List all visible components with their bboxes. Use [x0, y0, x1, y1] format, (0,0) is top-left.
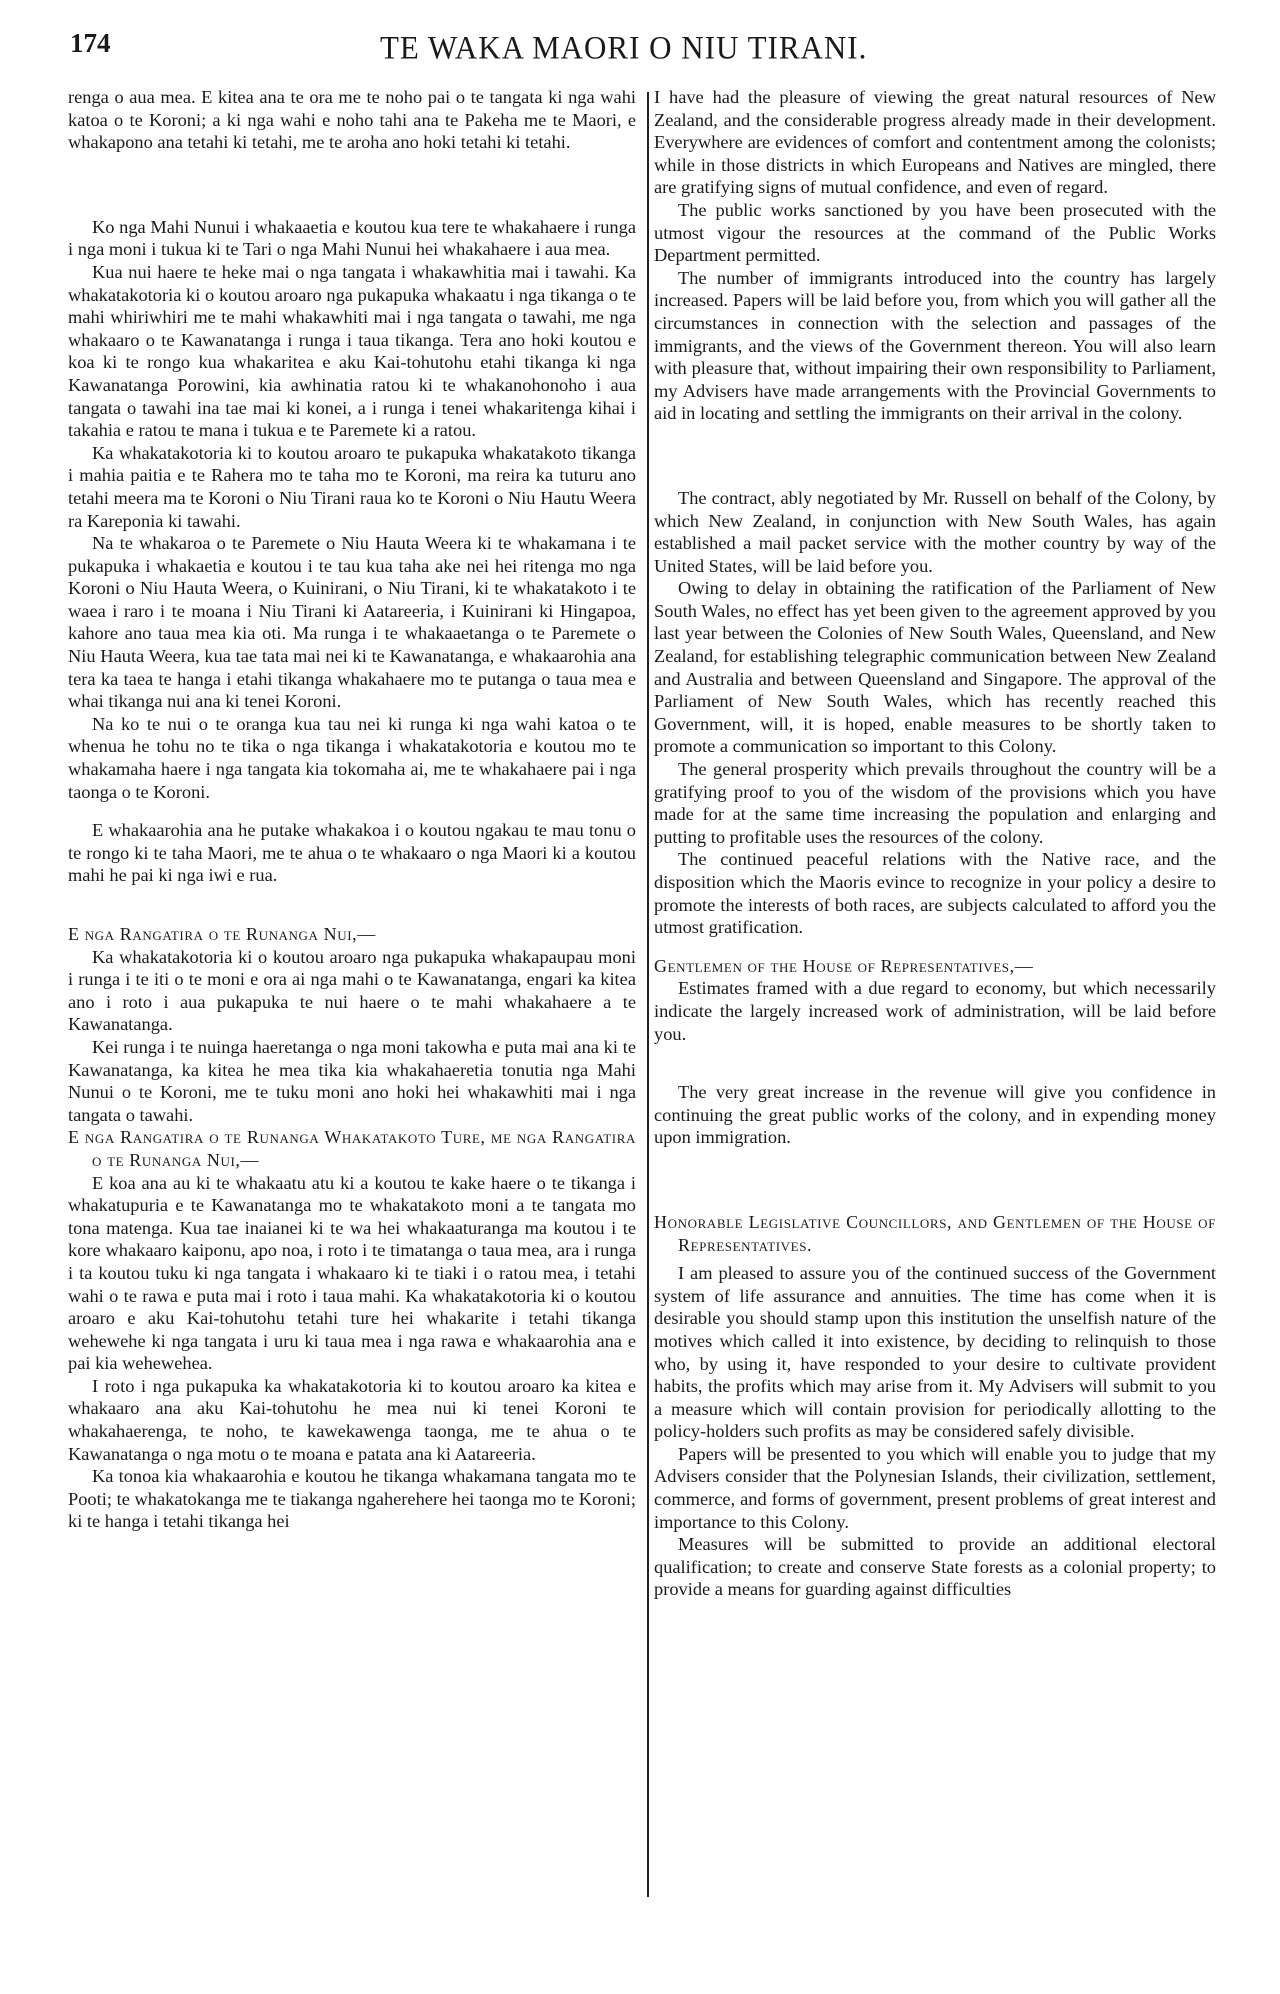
- right-column-english: [654, 86, 1216, 1601]
- paragraph: Ka tonoa kia whakaarohia e koutou he tikanga whakamana tangata mo te Pooti; te whakatokanga me te tiakanga ngaherehere hei taonga mo te Koroni; ki te hanga i tetahi tikanga hei: [68, 1466, 636, 1532]
- paragraph: I am pleased to assure you of the continued success of the Government system of life assurance and annuities. The time has come when it is desirable you should stamp upon this institution the unselfish nature of the motives which called it into existence, by deciding to relinquish to those who, by using it, have responded to your desire to cultivate provident habits, the profits which may arise from it. My Advisers will submit to you a measure which will contain provision for periodically allotting to the policy-holders such profits as may be considered safely divisible.: [654, 1263, 1216, 1442]
- paragraph: renga o aua mea. E kitea ana te ora me te noho pai o te tangata ki nga wahi katoa o te Koroni; a ki nga wahi e noho tahi ana te Pakeha me te Maori, e whakapono ana tetahi ki tetahi, me te aroha ano hoki tetahi ki tetahi.: [68, 87, 636, 153]
- paragraph: The very great increase in the revenue will give you confidence in continuing the great public works of the colony, and in expending money upon immigration.: [654, 1082, 1216, 1148]
- paragraph: Measures will be submitted to provide an additional electoral qualification; to create and conserve State forests as a colonial property; to provide a means for guarding against difficulties: [654, 1534, 1216, 1600]
- section-heading: Gentlemen of the House of Representatives,—: [654, 955, 1034, 976]
- paragraph: The continued peaceful relations with the Native race, and the disposition which the Maoris evince to recognize in your policy a desire to promote the interests of both races, are subjects calculated to afford you the utmost gratification.: [654, 849, 1216, 938]
- section-heading: E nga Rangatira o te Runanga Nui,—: [68, 924, 376, 944]
- paragraph: Ka whakatakotoria ki o koutou aroaro nga pukapuka whakapaupau moni i runga i te iti o te moni e ora ai nga mahi o te Kawanatanga, engari ka kitea ano i roto i aua pukapuka te nui haere o te mahi whakahaere a te Kawanatanga.: [68, 946, 636, 1035]
- section-heading: E nga Rangatira o te Runanga Whakatakoto Ture, me nga Rangatira o te Runanga Nui,—: [68, 1127, 636, 1170]
- paragraph: Na te whakaroa o te Paremete o Niu Hauta Weera ki te whakamana i te pukapuka i whakaetia e koutou i te tau kua taha ake nei hei ritenga mo nga Koroni o Niu Hauta Weera, o Kuinirani, o Niu Tirani, ki te whakatakoto i te waea i raro i te moana i Niu Tirani ki Aatareeria, i Kuinirani ki Hingapoa, kahore ano taua mea kia oti. Ma runga i te whakaaetanga o te Paremete o Niu Hauta Weera, kua tae tata mai nei ki te Kawanatanga, e whakaarohia ana tera ka taea te hanga i etahi tikanga whakahaere mo te putanga o taua mea e whai tikanga nui ana ki tenei Koroni.: [68, 533, 636, 712]
- section-heading: Honorable Legislative Councillors, and Gentlemen of the House of Representatives.: [654, 1211, 1216, 1255]
- paragraph: Ka whakatakotoria ki to koutou aroaro te pukapuka whakatakoto tikanga i mahia paitia e te Rahera mo te taha mo te Koroni, ma reira ka tuturu ano tetahi meera ma te Koroni o Niu Tirani raua ko te Koroni o Niu Hautu Weera ra Kareponia ki tawahi.: [68, 442, 636, 531]
- paragraph: Owing to delay in obtaining the ratification of the Parliament of New South Wales, no effect has yet been given to the agreement approved by you last year between the Colonies of New South Wales, Queensland, and New Zealand, for establishing telegraphic communication between New Zealand and Australia and between Queensland and Singapore. The approval of the Parliament of New South Wales, which has recently reached this Government, will, it is hoped, enable measures to be shortly taken to promote a communication so important to this Colony.: [654, 578, 1216, 757]
- paragraph: I roto i nga pukapuka ka whakatakotoria ki to koutou aroaro ka kitea e whakaaro ana aku Kai-tohutohu he mea nui ki tenei Koroni te whakahaerenga, te noho, te kawekawenga taonga, me te ahua o te Kawanatanga o nga motu o te moana e patata ana ki Aatareeria.: [68, 1375, 636, 1464]
- page-title: TE WAKA MAORI O NIU TIRANI.: [380, 29, 868, 66]
- paragraph: Kua nui haere te heke mai o nga tangata i whakawhitia mai i tawahi. Ka whakatakotoria ki o koutou aroaro nga pukapuka whakaatu i nga tikanga o te mahi whiriwhiri me te mahi whakawhiti mai i nga tangata o tawahi, me nga whakaaro o te Kawanatanga i runga i taua tikanga. Tera ano hoki koutou e koa ki te rongo kua whakaritea e aku Kai-tohutohu etahi tikanga ki nga Kawanatanga Porowini, kia awhinatia ratou ki te whakanohonoho i aua tangata o tawahi ina tae mai ki konei, a i runga i tenei whakaritenga kihai i takahia e ratou te mana i tukua e te Paremete ki a ratou.: [68, 261, 636, 441]
- paragraph: Papers will be presented to you which will enable you to judge that my Advisers consider that the Polynesian Islands, their civilization, settlement, commerce, and forms of government, present problems of great interest and importance to this Colony.: [654, 1443, 1216, 1532]
- paragraph: Na ko te nui o te oranga kua tau nei ki runga ki nga wahi katoa o te whenua he tohu no te tika o nga tikanga i whakatakotoria e koutou mo te whakamaha haere i nga tangata kia tokomaha ai, me te whakahaere pai i nga taonga o te Koroni.: [68, 713, 636, 802]
- paragraph: Kei runga i te nuinga haeretanga o nga moni takowha e puta mai ana ki te Kawanatanga, ka kitea he mea tika kia whakahaeretia tonutia nga Mahi Nunui o te Koroni, me te tuku moni ano hoki hei whakawhiti mai i nga tangata o tawahi.: [68, 1036, 636, 1125]
- paragraph: E koa ana au ki te whakaatu atu ki a koutou te kake haere o te tikanga i whakatupuria e te Kawanatanga mo te whakatakoto moni a te tangata mo tona matenga. Kua tae inaianei ki te wa hei whakaaturanga ma koutou i te kore whakaaro kaiponu, apo noa, i roto i te timatanga o taua mea, ara i runga i ta koutou tuku ki nga tangata i whakaaro ki te tiaki i o ratou mea, i tetahi wahi o te rawa e puta mai i roto i taua mahi. Ka whakatakotoria ki o koutou aroaro e aku Kai-tohutohu tetahi ture hei whakarite i tetahi tikanga wehewehe ki nga tangata i uru ki taua mea i nga rawa e whakaarohia ana e pai kia wehewehea.: [68, 1172, 636, 1374]
- column-divider: [647, 92, 649, 1897]
- paragraph: Ko nga Mahi Nunui i whakaaetia e koutou kua tere te whakahaere i runga i nga moni i tukua ki te Tari o nga Mahi Nunui hei whakahaere i aua mea.: [68, 216, 636, 260]
- left-column-maori: [68, 86, 636, 1533]
- page-number: 174: [70, 28, 111, 58]
- paragraph: I have had the pleasure of viewing the great natural resources of New Zealand, and the considerable progress already made in their development. Everywhere are evidences of comfort and contentment among the colonists; while in those districts in which Europeans and Natives are mingled, there are gratifying signs of mutual confidence, and even of regard.: [654, 87, 1216, 198]
- paragraph: The public works sanctioned by you have been prosecuted with the utmost vigour the resources at the command of the Public Works Department permitted.: [654, 199, 1216, 266]
- paragraph: E whakaarohia ana he putake whakakoa i o koutou ngakau te mau tonu o te rongo ki te taha Maori, me te ahua o te whakaaro o nga Maori ki a koutou mahi he pai ki nga iwi e rua.: [68, 820, 636, 886]
- paragraph: Estimates framed with a due regard to economy, but which necessarily indicate the largely increased work of administration, will be laid before you.: [654, 978, 1216, 1044]
- paragraph: The general prosperity which prevails throughout the country will be a gratifying proof to you of the wisdom of the provisions which you have made for at the same time increasing the population and enlarging and putting to profitable uses the resources of the colony.: [654, 759, 1216, 847]
- paragraph: The contract, ably negotiated by Mr. Russell on behalf of the Colony, by which New Zealand, in conjunction with New South Wales, has again established a mail packet service with the mother country by way of the United States, will be laid before you.: [654, 487, 1216, 576]
- paragraph: The number of immigrants introduced into the country has largely increased. Papers will be laid before you, from which you will gather all the circumstances in connection with the selection and passages of the immigrants, and the views of the Government thereon. You will also learn with pleasure that, without impairing their own responsibility to Parliament, my Advisers have made arrangements with the Provincial Governments to aid in locating and settling the immigrants on their arrival in the colony.: [654, 267, 1216, 424]
